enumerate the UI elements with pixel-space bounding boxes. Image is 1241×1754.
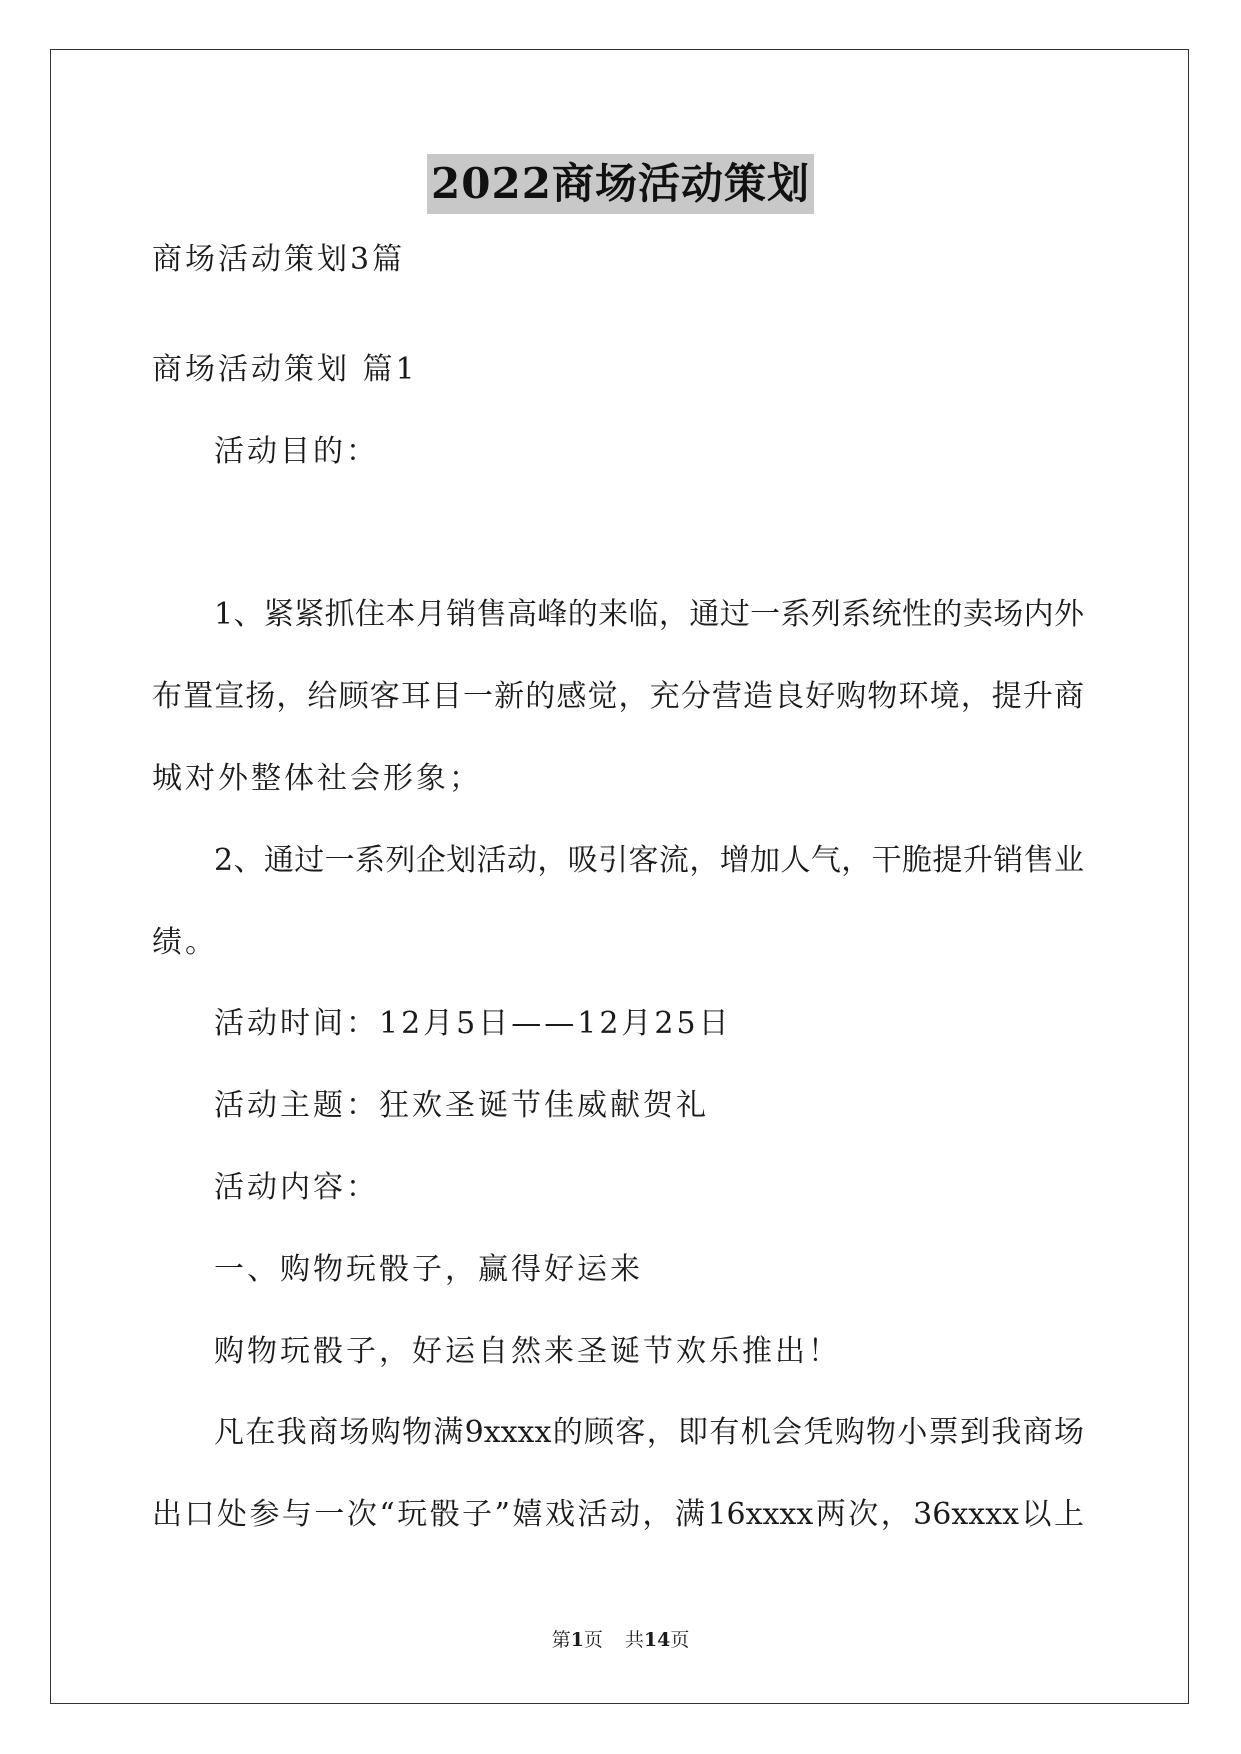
total-suffix: 页 bbox=[670, 1629, 690, 1651]
paragraph-line: 活动主题：狂欢圣诞节佳威献贺礼 bbox=[214, 1088, 709, 1123]
page-footer bbox=[0, 1628, 1241, 1652]
paragraph-line: 绩。 bbox=[152, 925, 218, 960]
document-title: 2022商场活动策划 bbox=[427, 154, 814, 214]
paragraph-line: 凡在我商场购物满9xxxx的顾客，即有机会凭购物小票到我商场 bbox=[214, 1415, 1084, 1450]
total-prefix: 共 bbox=[624, 1629, 644, 1651]
paragraph-line: 一、购物玩骰子，赢得好运来 bbox=[214, 1252, 643, 1287]
page-suffix: 页 bbox=[583, 1629, 603, 1651]
paragraph-line: 商场活动策划 篇1 bbox=[152, 352, 418, 387]
paragraph-line: 商场活动策划3篇 bbox=[152, 242, 406, 277]
paragraph-line: 布置宣扬，给顾客耳目一新的感觉，充分营造良好购物环境，提升商 bbox=[152, 679, 1084, 714]
paragraph-line: 活动目的： bbox=[214, 434, 379, 469]
paragraph-line: 2、通过一系列企划活动，吸引客流，增加人气，干脆提升销售业 bbox=[214, 843, 1084, 878]
page-prefix: 第 bbox=[551, 1629, 571, 1651]
paragraph-line: 1、紧紧抓住本月销售高峰的来临，通过一系列系统性的卖场内外 bbox=[214, 597, 1084, 632]
total-pages: 14 bbox=[643, 1629, 671, 1651]
paragraph-line: 购物玩骰子，好运自然来圣诞节欢乐推出！ bbox=[214, 1334, 841, 1369]
paragraph-line: 活动内容： bbox=[214, 1170, 379, 1205]
paragraph-line: 城对外整体社会形象； bbox=[152, 761, 482, 796]
paragraph-line: 出口处参与一次“玩骰子”嬉戏活动，满16xxxx两次，36xxxx以上 bbox=[152, 1497, 1084, 1532]
paragraph-line: 活动时间：12月5日——12月25日 bbox=[214, 1006, 732, 1041]
page-number: 1 bbox=[570, 1629, 584, 1651]
title-container bbox=[0, 154, 1241, 214]
